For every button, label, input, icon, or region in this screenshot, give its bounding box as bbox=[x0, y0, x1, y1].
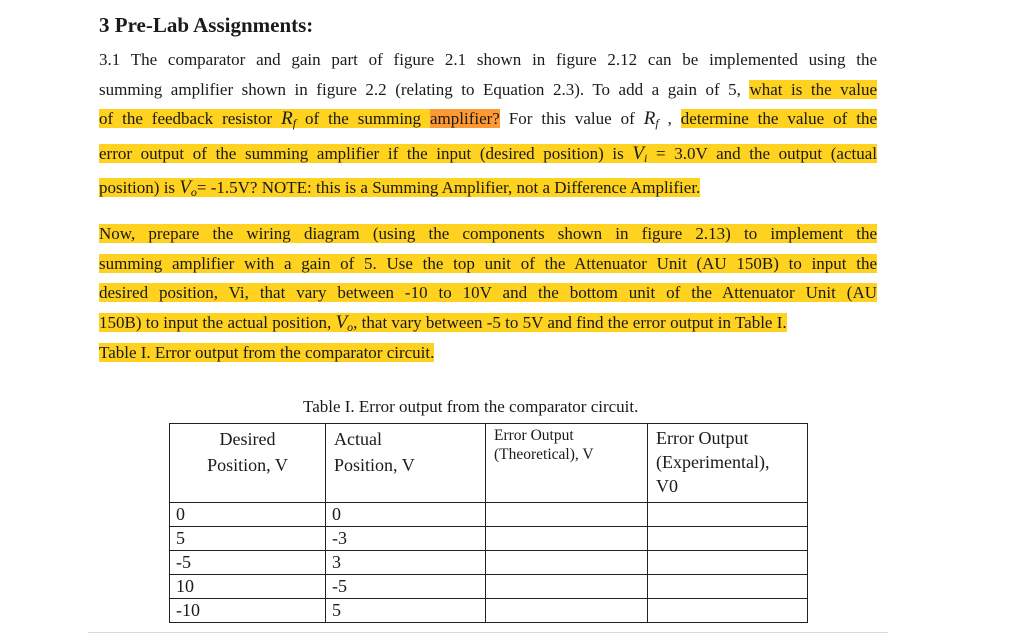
cell-experimental bbox=[648, 575, 808, 599]
cell-theoretical bbox=[486, 575, 648, 599]
table-header-row bbox=[170, 424, 808, 503]
vo-symbol: $V_o$ bbox=[335, 311, 354, 334]
rf-symbol: $R_f$ bbox=[281, 108, 297, 130]
highlight: 150B) to input the actual position, $V_o$, that vary between -5 to 5V and find the error output in Table I. bbox=[99, 311, 787, 334]
para1-line1: 3.1 The comparator and gain part of figure 2.1 shown in figure 2.12 can be implemented using the bbox=[99, 50, 877, 69]
cell-experimental bbox=[648, 551, 808, 575]
cell-desired: 0 bbox=[170, 503, 326, 527]
para2-line3 bbox=[99, 278, 877, 308]
table-row bbox=[170, 503, 808, 527]
highlight: desired position, Vi, that vary between -10 to 10V and the bottom unit of the Attenuator Unit (AU bbox=[99, 283, 877, 302]
cell-desired: -10 bbox=[170, 599, 326, 623]
highlight-orange: amplifier? bbox=[430, 109, 500, 128]
vi-symbol: $V_i$ bbox=[632, 142, 648, 165]
vo-symbol: $V_o$ bbox=[179, 177, 197, 199]
table-row bbox=[170, 599, 808, 623]
cell-actual: -3 bbox=[326, 527, 486, 551]
highlight: of the feedback resistor $R_f$ of the summing amplifier? bbox=[99, 108, 500, 130]
cell-experimental bbox=[648, 527, 808, 551]
header-actual-position: Actual Position, V bbox=[326, 424, 486, 503]
highlight: what is the value bbox=[749, 79, 877, 99]
cell-experimental bbox=[648, 599, 808, 623]
para2-line2 bbox=[99, 249, 877, 279]
paragraph-wiring-instructions bbox=[99, 219, 877, 364]
table-row bbox=[170, 527, 808, 551]
section-heading: 3 Pre-Lab Assignments: bbox=[99, 13, 314, 37]
para2-line5 bbox=[99, 342, 877, 364]
para1-line2: summing amplifier shown in figure 2.2 (relating to Equation 2.3). To add a gain of 5, what is the value bbox=[99, 79, 877, 99]
para1-line3: of the feedback resistor $R_f$ of the summing amplifier? For this value of $R_f$ , determine the value of the bbox=[99, 108, 878, 130]
para2-line1 bbox=[99, 219, 877, 249]
header-desired-position: Desired Position, V bbox=[170, 424, 326, 503]
cell-desired: -5 bbox=[170, 551, 326, 575]
highlight: error output of the summing amplifier if the input (desired position) is $V_i = 3.0V$ and the output (actual bbox=[99, 142, 878, 165]
cell-theoretical bbox=[486, 503, 648, 527]
highlight: determine the value of the bbox=[680, 109, 878, 128]
header-error-experimental: Error Output (Experimental), V0 bbox=[648, 424, 808, 503]
cell-actual: 3 bbox=[326, 551, 486, 575]
table-caption: Table I. Error output from the comparator circuit. bbox=[303, 397, 639, 416]
highlight: Table I. Error output from the comparator circuit. bbox=[99, 343, 435, 362]
header-error-theoretical: Error Output (Theoretical), V bbox=[486, 424, 648, 503]
table-row bbox=[170, 575, 808, 599]
cell-experimental bbox=[648, 503, 808, 527]
cell-theoretical bbox=[486, 551, 648, 575]
paragraph-prelab-question bbox=[99, 45, 877, 208]
cell-desired: 5 bbox=[170, 527, 326, 551]
highlight: position) is $V_o= -1.5V$? NOTE: this is a Summing Amplifier, not a Difference Amplifier. bbox=[99, 177, 701, 199]
cell-actual: -5 bbox=[326, 575, 486, 599]
highlight: summing amplifier with a gain of 5. Use the top unit of the Attenuator Unit (AU 150B) to input the bbox=[99, 253, 877, 273]
para1-line5 bbox=[99, 173, 877, 208]
cell-desired: 10 bbox=[170, 575, 326, 599]
cell-actual: 0 bbox=[326, 503, 486, 527]
table-row bbox=[170, 551, 808, 575]
cell-theoretical bbox=[486, 599, 648, 623]
para2-line4 bbox=[99, 308, 877, 343]
cell-theoretical bbox=[486, 527, 648, 551]
cell-actual: 5 bbox=[326, 599, 486, 623]
highlight: Now, prepare the wiring diagram (using the components shown in figure 2.13) to implement the bbox=[99, 224, 877, 243]
rf-symbol: $R_f$ bbox=[643, 108, 659, 130]
page-bottom-divider bbox=[88, 632, 888, 633]
error-output-table bbox=[169, 423, 808, 623]
para1-line4 bbox=[99, 139, 877, 174]
